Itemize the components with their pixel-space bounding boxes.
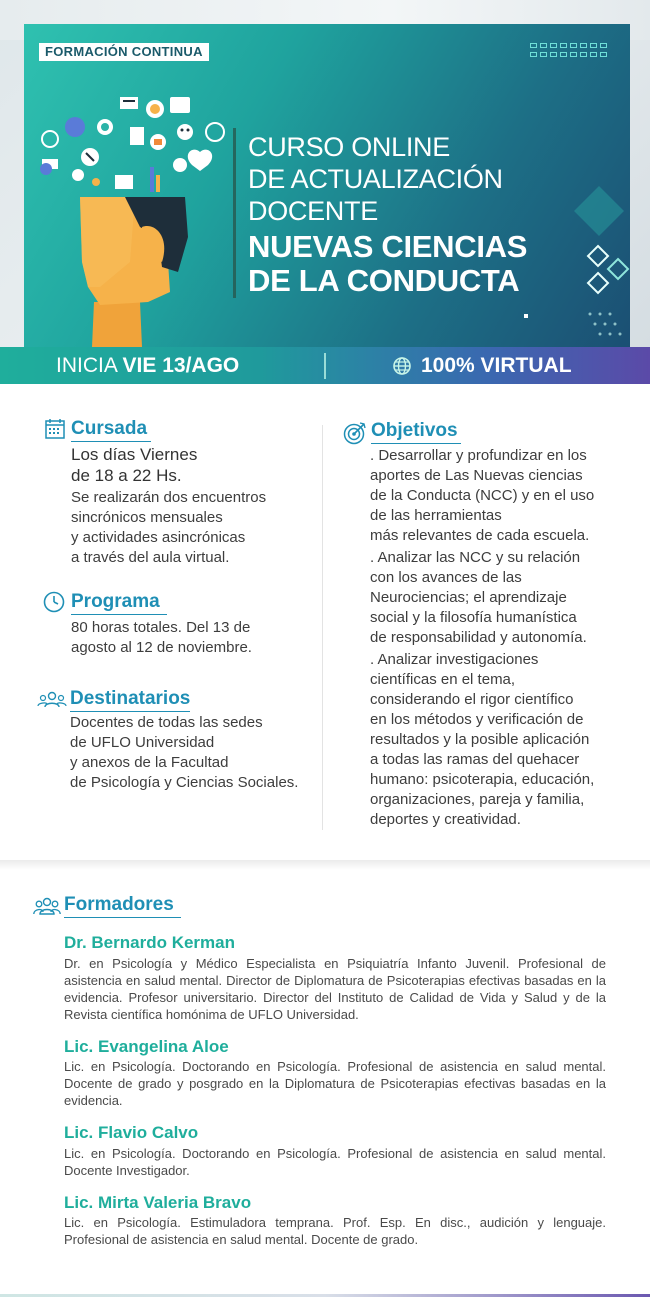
objetivo-line: resultados y la posible aplicación	[370, 731, 590, 748]
title-line-2: DE ACTUALIZACIÓN	[248, 164, 503, 194]
objetivo-line: científicas en el tema,	[370, 671, 516, 688]
section-shadow	[0, 860, 650, 870]
objetivo-line: aportes de Las Nuevas ciencias	[370, 467, 583, 484]
programa-title: Programa	[71, 591, 160, 612]
objetivo-line: . Analizar investigaciones	[370, 651, 539, 668]
destinatarios-desc-4: de Psicología y Ciencias Sociales.	[70, 774, 299, 791]
cursada-underline	[71, 441, 151, 442]
title-line-3: DOCENTE	[248, 196, 378, 226]
formador-desc: Lic. en Psicología. Doctorando en Psicología. Profesional de asistencia en salud mental. Docente Investigador.	[64, 1146, 606, 1178]
objetivo-line: de responsabilidad y autonomía.	[370, 629, 587, 646]
objetivo-line: de la Conducta (NCC) y en el uso	[370, 487, 595, 504]
start-text	[56, 353, 239, 379]
calendar-icon	[44, 418, 66, 440]
hero-banner	[0, 0, 650, 347]
title-bold-1: NUEVAS CIENCIAS	[248, 229, 528, 264]
title-line-1: CURSO ONLINE	[248, 132, 450, 162]
banner-separator	[324, 353, 326, 379]
objetivo-line: en los métodos y verificación de	[370, 711, 584, 728]
objetivos-underline	[371, 443, 461, 444]
objetivo-line: humano: psicoterapia, educación,	[370, 771, 595, 788]
objetivo-line: deportes y creatividad.	[370, 811, 521, 828]
start-prefix: INICIA	[56, 354, 123, 377]
objetivo-line: considerando el rigor científico	[370, 691, 574, 708]
footer-line	[0, 1294, 650, 1297]
programa-underline	[71, 614, 167, 615]
target-icon	[343, 421, 367, 445]
group-icon	[37, 690, 67, 708]
destinatarios-underline	[70, 711, 190, 712]
formador-desc: Lic. en Psicología. Estimuladora temprana. Prof. Esp. En disc., audición y lenguaje. Profesional de asistencia en salud mental. Docente de grado.	[64, 1215, 606, 1247]
cursada-desc-1: Se realizarán dos encuentros	[71, 489, 267, 506]
objetivos-title: Objetivos	[371, 420, 458, 441]
people-icon	[33, 897, 61, 915]
clock-icon	[43, 591, 65, 613]
formador-name: Lic. Mirta Valeria Bravo	[64, 1193, 252, 1212]
objetivo-line: a todas las ramas del quehacer	[370, 751, 580, 768]
objetivo-line: . Analizar las NCC y su relación	[370, 549, 581, 566]
cursada-desc-2: sincrónicos mensuales	[71, 509, 223, 526]
start-banner	[0, 347, 650, 384]
globe-icon	[393, 357, 411, 375]
decorative-dot	[524, 314, 528, 318]
formadores-title: Formadores	[64, 894, 174, 915]
cursada-hours: de 18 a 22 Hs.	[71, 466, 182, 485]
formador-name: Lic. Flavio Calvo	[64, 1123, 199, 1142]
start-date: VIE 13/AGO	[122, 354, 240, 377]
objetivo-line: Neurociencias; el aprendizaje	[370, 589, 567, 606]
formadores-underline	[64, 917, 181, 918]
cursada-desc-4: a través del aula virtual.	[71, 549, 230, 566]
cursada-desc-3: y actividades asincrónicas	[71, 529, 246, 546]
objetivo-line: . Desarrollar y profundizar en los	[370, 447, 587, 464]
objetivo-line: de las herramientas	[370, 507, 502, 524]
head-with-ideas-icon	[30, 87, 260, 347]
objetivo-line: organizaciones, pareja y familia,	[370, 791, 585, 808]
destinatarios-desc-1: Docentes de todas las sedes	[70, 714, 263, 731]
objetivo-line: social y la filosofía humanística	[370, 609, 577, 626]
dots-grid-decoration	[530, 43, 610, 59]
title-bold-2: DE LA CONDUCTA	[248, 263, 520, 298]
virtual-label: 100% VIRTUAL	[421, 354, 572, 377]
destinatarios-desc-2: de UFLO Universidad	[70, 734, 215, 751]
destinatarios-title: Destinatarios	[70, 688, 191, 709]
destinatarios-desc-3: y anexos de la Facultad	[70, 754, 229, 771]
cursada-days: Los días Viernes	[71, 445, 198, 464]
programa-desc-2: agosto al 12 de noviembre.	[71, 639, 252, 656]
objetivo-line: más relevantes de cada escuela.	[370, 527, 590, 544]
title-divider	[233, 128, 236, 298]
column-separator	[322, 425, 323, 830]
formador-name: Lic. Evangelina Aloe	[64, 1037, 229, 1056]
formador-desc: Dr. en Psicología y Médico Especialista en Psiquiatría Infanto Juvenil. Profesional de asistencia en salud mental. Director de Diplomatura de Psicoterapias efectivas basadas en la evidencia. Profesor universitario. Director del Instituto de Calidad de Vida y Salud y de la Revista científica homónima de UFLO Universidad.	[64, 956, 606, 1022]
formador-desc: Lic. en Psicología. Doctorando en Psicología. Profesional de asistencia en salud mental. Docente de grado y posgrado en la Diplomatura de Psicoterapias efectivas basadas en la evidencia.	[64, 1059, 606, 1108]
formador-name: Dr. Bernardo Kerman	[64, 933, 235, 952]
formacion-continua-tag: FORMACIÓN CONTINUA	[39, 43, 209, 61]
cursada-title: Cursada	[71, 418, 148, 439]
objetivo-line: con los avances de las	[370, 569, 522, 586]
programa-desc-1: 80 horas totales. Del 13 de	[71, 619, 251, 636]
